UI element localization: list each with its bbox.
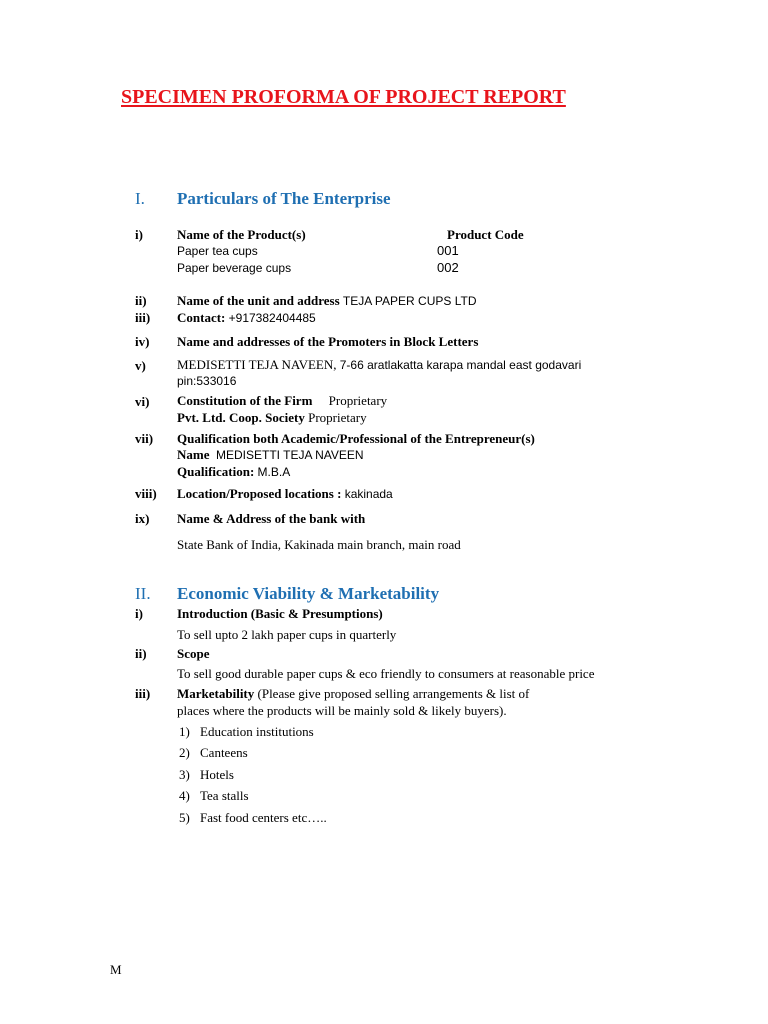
unit-name-row: [177, 293, 476, 309]
promoter-pin: pin:533016: [177, 374, 237, 388]
unit-name-heading: Name of the unit and address: [177, 293, 340, 308]
introduction-value: To sell upto 2 lakh paper cups in quarterly: [177, 627, 397, 642]
bank-value: State Bank of India, Kakinada main branch, main road: [177, 537, 461, 552]
entrepreneur-qualification-row: [177, 464, 290, 480]
item-6-label: vi): [135, 394, 150, 409]
list-item-number: 2): [179, 745, 190, 760]
list-item: Canteens: [200, 745, 248, 760]
list-item: Fast food centers etc…..: [200, 810, 327, 825]
section-2-heading: Economic Viability & Marketability: [177, 584, 440, 603]
product-name: Paper beverage cups: [177, 261, 292, 275]
section-1-heading: Particulars of The Enterprise: [177, 189, 391, 208]
product-name-heading: Name of the Product(s): [177, 227, 306, 242]
location-value: kakinada: [344, 487, 393, 501]
scope-heading: Scope: [177, 646, 210, 661]
promoter-name: MEDISETTI TEJA NAVEEN,: [177, 357, 337, 372]
product-code: 001: [437, 243, 459, 258]
entrepreneur-name-label: Name: [177, 447, 210, 462]
qualification-heading: Qualification both Academic/Professional of the Entrepreneur(s): [177, 431, 535, 446]
contact-heading: Contact:: [177, 310, 226, 325]
s2-item-1-label: i): [135, 606, 143, 621]
firm-type-heading: Pvt. Ltd. Coop. Society: [177, 410, 305, 425]
section-2-number: II.: [135, 584, 151, 603]
scope-value: To sell good durable paper cups & eco friendly to consumers at reasonable price: [177, 666, 595, 681]
item-8-label: viii): [135, 486, 157, 501]
product-code: 002: [437, 260, 459, 275]
item-7-label: vii): [135, 431, 154, 446]
page-title: SPECIMEN PROFORMA OF PROJECT REPORT: [121, 86, 566, 108]
entrepreneur-qualification-label: Qualification:: [177, 464, 255, 479]
marketability-heading: Marketability: [177, 686, 255, 701]
item-9-label: ix): [135, 511, 150, 526]
location-row: [177, 486, 393, 502]
constitution-value: Proprietary: [328, 393, 388, 408]
contact-row: [177, 310, 316, 326]
location-heading: Location/Proposed locations :: [177, 486, 342, 501]
list-item-number: 5): [179, 810, 190, 825]
marketability-desc: (Please give proposed selling arrangements & list of: [257, 686, 530, 701]
entrepreneur-qualification-value: M.B.A: [257, 465, 291, 479]
s2-item-2-label: ii): [135, 646, 147, 661]
page-footer: M: [110, 962, 122, 977]
section-1-number: I.: [135, 189, 145, 208]
entrepreneur-name-row: [177, 447, 364, 463]
bank-heading: Name & Address of the bank with: [177, 511, 366, 526]
firm-type-row: [177, 410, 367, 426]
s2-item-3-label: iii): [135, 686, 151, 701]
constitution-heading: Constitution of the Firm: [177, 393, 313, 408]
item-1-label: i): [135, 227, 143, 242]
item-3-label: iii): [135, 310, 151, 325]
list-item: Hotels: [200, 767, 234, 782]
marketability-desc-cont: places where the products will be mainly sold & likely buyers).: [177, 703, 507, 718]
item-2-label: ii): [135, 293, 147, 308]
entrepreneur-name-value: MEDISETTI TEJA NAVEEN: [216, 448, 364, 462]
list-item: Tea stalls: [200, 788, 249, 803]
list-item-number: 4): [179, 788, 190, 803]
product-name: Paper tea cups: [177, 244, 258, 258]
item-5-label: v): [135, 358, 146, 373]
promoters-heading: Name and addresses of the Promoters in Block Letters: [177, 334, 479, 349]
unit-name-value: TEJA PAPER CUPS LTD: [342, 294, 477, 308]
list-item: Education institutions: [200, 724, 314, 739]
contact-value: +917382404485: [228, 311, 316, 325]
product-code-heading: Product Code: [447, 227, 524, 242]
firm-type-value: Proprietary: [308, 410, 367, 425]
introduction-heading: Introduction (Basic & Presumptions): [177, 606, 383, 621]
marketability-row: [177, 686, 529, 702]
promoter-address: 7-66 aratlakatta karapa mandal east godavari: [339, 358, 582, 372]
item-4-label: iv): [135, 334, 150, 349]
list-item-number: 3): [179, 767, 190, 782]
constitution-row: [177, 393, 387, 409]
list-item-number: 1): [179, 724, 190, 739]
promoter-row: [177, 357, 581, 373]
